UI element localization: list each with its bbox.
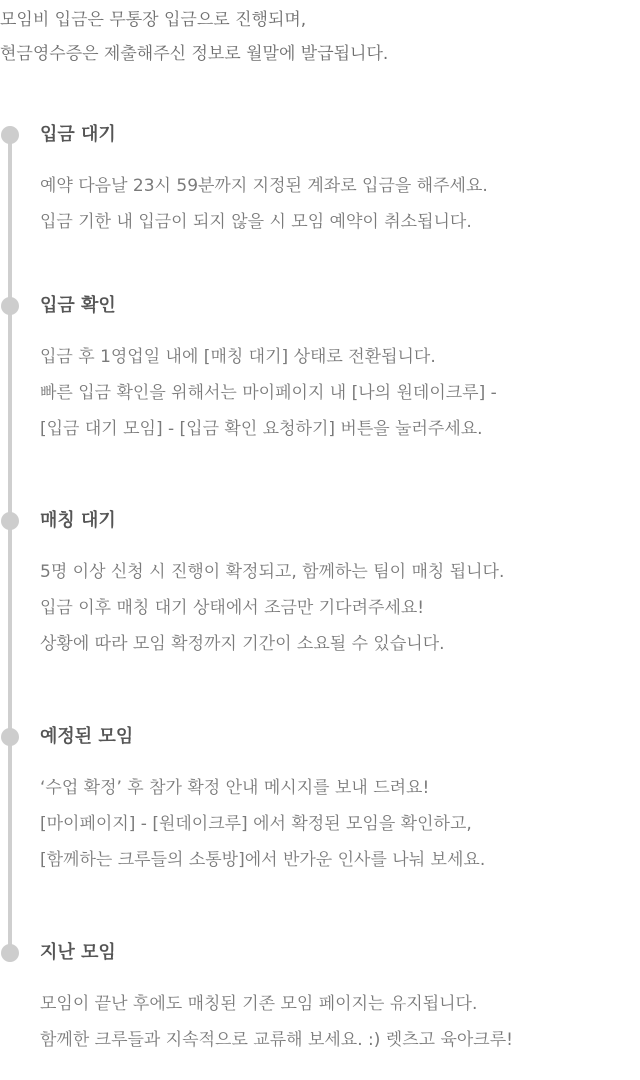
step-line: [함께하는 크루들의 소통방]에서 반가운 인사를 나눠 보세요. [40, 850, 486, 870]
step-line: [마이페이지] - [원데이크루] 에서 확정된 모임을 확인하고, [40, 814, 472, 834]
step-line: 입금 이후 매칭 대기 상태에서 조금만 기다려주세요! [40, 598, 425, 618]
step-line: 상황에 따라 모임 확정까지 기간이 소요될 수 있습니다. [40, 634, 445, 654]
step-description [40, 770, 640, 878]
step-line: 5명 이상 신청 시 진행이 확정되고, 함께하는 팀이 매칭 됩니다. [40, 562, 505, 582]
intro-line: 모임비 입금은 무통장 입금으로 진행되며, [0, 10, 307, 30]
timeline-dot-icon [1, 512, 19, 530]
timeline-dot-icon [1, 297, 19, 315]
step-description [40, 168, 640, 240]
step-line: 모임이 끝난 후에도 매칭된 기존 모임 페이지는 유지됩니다. [40, 994, 478, 1014]
intro-text [0, 3, 640, 71]
timeline-dot-icon [1, 728, 19, 746]
step-title: 예정된 모임 [40, 726, 134, 747]
step-title: 입금 대기 [40, 124, 116, 145]
step-title: 지난 모임 [40, 942, 116, 963]
step-line: 입금 후 1영업일 내에 [매칭 대기] 상태로 전환됩니다. [40, 347, 436, 367]
timeline-line [8, 134, 12, 954]
step-line: 입금 기한 내 입금이 되지 않을 시 모임 예약이 취소됩니다. [40, 212, 472, 232]
step-line: [입금 대기 모임] - [입금 확인 요청하기] 버튼을 눌러주세요. [40, 419, 483, 439]
step-line: ‘수업 확정’ 후 참가 확정 안내 메시지를 보내 드려요! [40, 778, 430, 798]
timeline-dot-icon [1, 126, 19, 144]
step-line: 예약 다음날 23시 59분까지 지정된 계좌로 입금을 해주세요. [40, 176, 488, 196]
timeline-dot-icon [1, 944, 19, 962]
step-title: 매칭 대기 [40, 510, 116, 531]
step-description [40, 554, 640, 662]
step-description [40, 986, 640, 1058]
step-line: 함께한 크루들과 지속적으로 교류해 보세요. :) 렛츠고 육아크루! [40, 1030, 513, 1050]
step-description [40, 339, 640, 447]
intro-line: 현금영수증은 제출해주신 정보로 월말에 발급됩니다. [0, 44, 389, 64]
step-line: 빠른 입금 확인을 위해서는 마이페이지 내 [나의 원데이크루] - [40, 383, 497, 403]
step-title: 입금 확인 [40, 295, 116, 316]
